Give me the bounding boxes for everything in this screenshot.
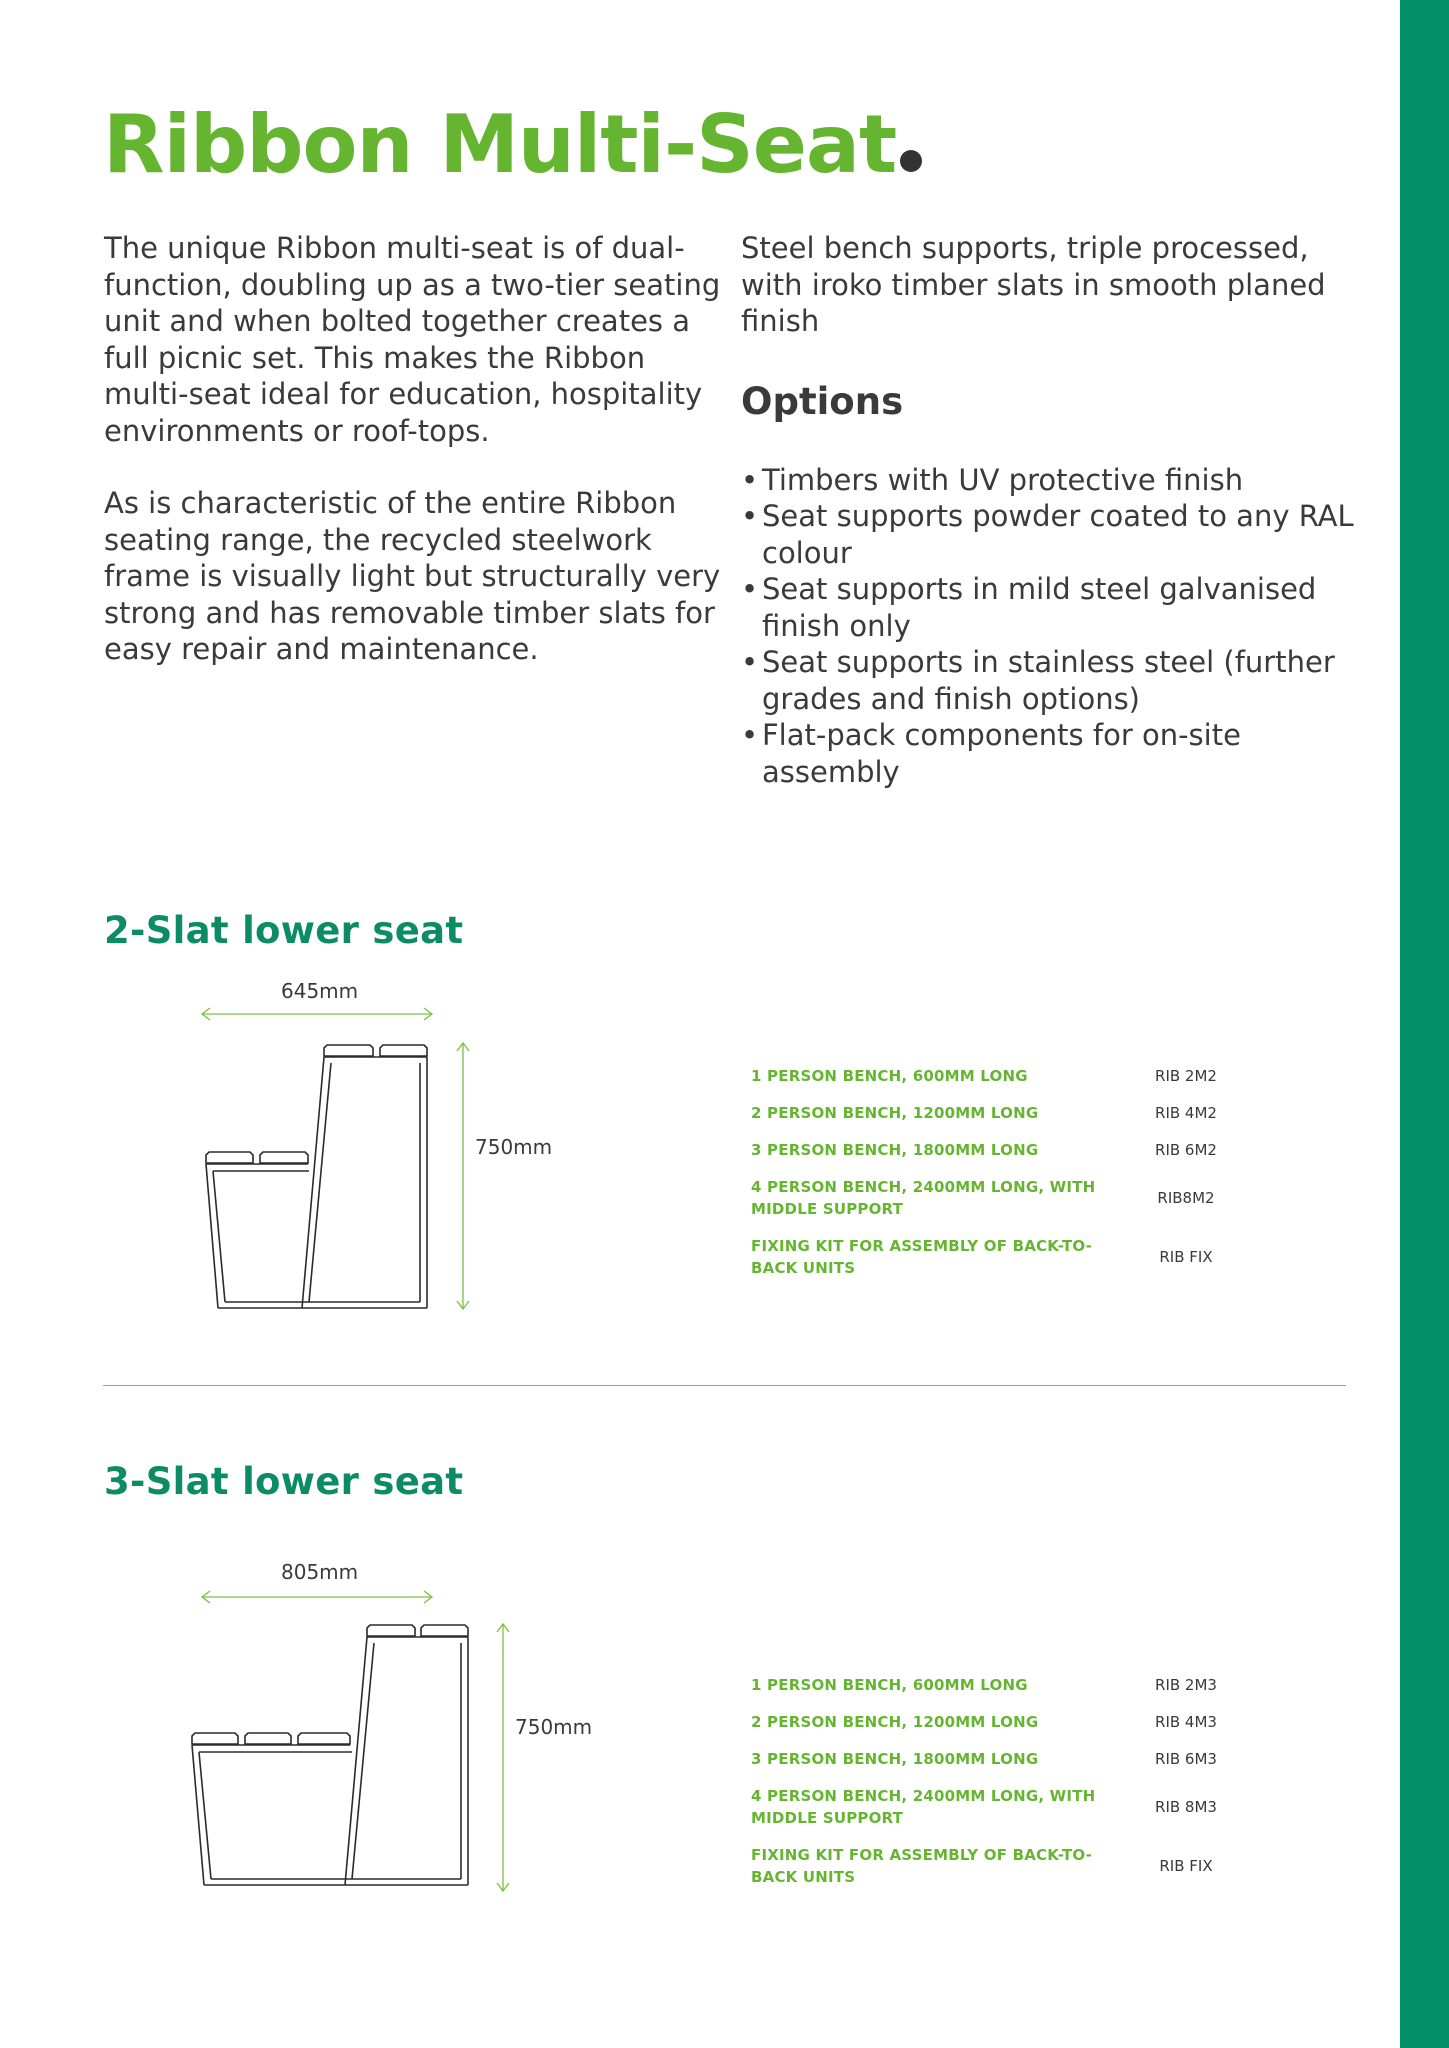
section-divider bbox=[103, 1385, 1346, 1386]
section-title-3-slat: 3-Slat lower seat bbox=[104, 1460, 464, 1503]
product-code: RIB 8M3 bbox=[1155, 1798, 1217, 1816]
options-list bbox=[741, 462, 1361, 791]
table-row bbox=[751, 1837, 1261, 1895]
product-code: RIB 6M3 bbox=[1155, 1749, 1217, 1768]
product-code: RIB 6M2 bbox=[1155, 1140, 1217, 1159]
table-row bbox=[751, 1777, 1261, 1837]
product-code: RIB 2M3 bbox=[1155, 1675, 1217, 1694]
product-description: 3 PERSON BENCH, 1800MM LONG bbox=[751, 1749, 1039, 1768]
table-row bbox=[751, 1168, 1261, 1228]
page-title-text: Ribbon Multi-Seat bbox=[103, 98, 897, 191]
title-dot bbox=[900, 150, 922, 172]
product-description: 2 PERSON BENCH, 1200MM LONG bbox=[751, 1103, 1039, 1122]
spec-table-2-slat bbox=[751, 1057, 1261, 1286]
section-title-2-slat: 2-Slat lower seat bbox=[104, 909, 464, 952]
table-row bbox=[751, 1666, 1261, 1703]
option-item: • Flat-pack components for on-site assembly bbox=[741, 717, 1361, 790]
width-dimension-label: 805mm bbox=[281, 1560, 359, 1584]
product-code: RIB FIX bbox=[1159, 1857, 1213, 1875]
product-description: 4 PERSON BENCH, 2400MM LONG, WITH MIDDLE SUPPORT bbox=[751, 1787, 1096, 1827]
option-item: • Seat supports powder coated to any RAL colour bbox=[741, 498, 1361, 571]
intro-paragraph-1: The unique Ribbon multi-seat is of dual-function, doubling up as a two-tier seating unit and when bolted together creates a full picnic set. This makes the Ribbon multi-seat ideal for education, hospitality environments or roof-tops. bbox=[104, 231, 721, 448]
product-code: RIB 4M3 bbox=[1155, 1712, 1217, 1731]
material-description: Steel bench supports, triple processed, with iroko timber slats in smooth planed finish bbox=[741, 231, 1326, 338]
options-heading: Options bbox=[741, 379, 904, 423]
table-row bbox=[751, 1703, 1261, 1740]
side-accent-bar bbox=[1400, 0, 1449, 2048]
product-description: 1 PERSON BENCH, 600MM LONG bbox=[751, 1675, 1028, 1694]
width-dimension-label: 645mm bbox=[281, 979, 359, 1003]
product-description: FIXING KIT FOR ASSEMBLY OF BACK-TO-BACK UNITS bbox=[751, 1237, 1093, 1277]
product-code: RIB FIX bbox=[1159, 1248, 1213, 1266]
table-row bbox=[751, 1057, 1261, 1094]
table-row bbox=[751, 1740, 1261, 1777]
table-row bbox=[751, 1131, 1261, 1168]
option-item: • Seat supports in stainless steel (further grades and finish options) bbox=[741, 644, 1361, 717]
height-dimension-label: 750mm bbox=[475, 1135, 553, 1159]
product-description: FIXING KIT FOR ASSEMBLY OF BACK-TO-BACK UNITS bbox=[751, 1846, 1093, 1886]
page-title bbox=[103, 98, 922, 191]
option-item: • Timbers with UV protective finish bbox=[741, 462, 1361, 499]
product-description: 4 PERSON BENCH, 2400MM LONG, WITH MIDDLE SUPPORT bbox=[751, 1178, 1096, 1218]
intro-paragraph-2: As is characteristic of the entire Ribbon seating range, the recycled steelwork frame is visually light but structurally very strong and has removable timber slats for easy repair and maintenance. bbox=[104, 486, 721, 666]
option-item: • Seat supports in mild steel galvanised finish only bbox=[741, 571, 1361, 644]
product-description: 2 PERSON BENCH, 1200MM LONG bbox=[751, 1712, 1039, 1731]
product-code: RIB 4M2 bbox=[1155, 1103, 1217, 1122]
intro-column bbox=[104, 230, 724, 668]
bench-drawing-3-slat bbox=[180, 1582, 520, 1902]
product-description: 3 PERSON BENCH, 1800MM LONG bbox=[751, 1140, 1039, 1159]
product-code: RIB8M2 bbox=[1157, 1189, 1215, 1207]
product-code: RIB 2M2 bbox=[1155, 1066, 1217, 1085]
product-description: 1 PERSON BENCH, 600MM LONG bbox=[751, 1066, 1028, 1085]
spec-column bbox=[741, 230, 1361, 790]
table-row bbox=[751, 1094, 1261, 1131]
height-dimension-label: 750mm bbox=[515, 1715, 593, 1739]
table-row bbox=[751, 1228, 1261, 1286]
spec-table-3-slat bbox=[751, 1666, 1261, 1895]
bench-drawing-2-slat bbox=[190, 1000, 480, 1320]
